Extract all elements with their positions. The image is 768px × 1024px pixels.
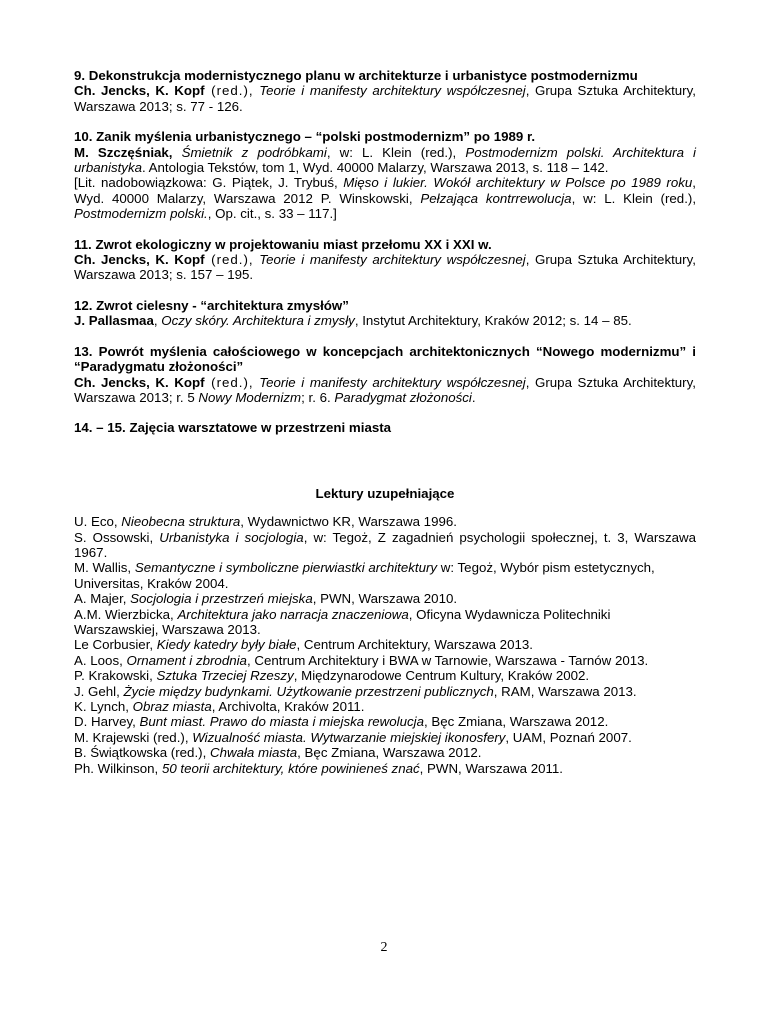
- lit-title: Postmodernizm polski.: [74, 206, 208, 222]
- supplementary-item: [74, 530, 696, 561]
- lit-title: Mięso i lukier. Wokół architektury w Polsce po 1989 roku: [343, 175, 693, 191]
- ref-mid: , w: L. Klein (red.),: [326, 144, 457, 160]
- ref-red: (red.),: [204, 374, 254, 390]
- item-rest: , Międzynarodowe Centrum Kultury, Kraków 2002.: [293, 668, 590, 684]
- section-heading: 11. Zwrot ekologiczny w projektowaniu miast przełomu XX i XXI w.: [74, 236, 492, 252]
- reference: [74, 145, 696, 176]
- item-title: Sztuka Trzeciej Rzeszy: [156, 668, 294, 684]
- section-10: [74, 129, 696, 221]
- ref-rest: , Grupa Sztuka Architektury, Warszawa 2013; s. 77 - 126.: [74, 83, 696, 114]
- item-rest: , UAM, Poznań 2007.: [505, 729, 632, 745]
- supplementary-item: [74, 714, 696, 729]
- item-rest: , PWN, Warszawa 2011.: [419, 760, 563, 776]
- ref-rest: , Instytut Architektury, Kraków 2012; s. 14 – 85.: [354, 313, 632, 329]
- lit-text: , Wyd. 40000 Malarzy, Warszawa 2012 P. Winskowski,: [74, 175, 696, 206]
- item-title: Wizualność miasta. Wytwarzanie miejskiej ikonosfery: [192, 729, 506, 745]
- ref-rest-2: ; r. 6.: [301, 389, 335, 405]
- item-title: Kiedy katedry były białe: [156, 637, 297, 653]
- supplementary-item: [74, 607, 696, 638]
- supplementary-item: [74, 514, 696, 529]
- document-page: [74, 68, 696, 776]
- section-heading: 13. Powrót myślenia całościowego w koncepcjach architektonicznych “Nowego modernizmu” i “Paradygmatu złożoności”: [74, 343, 696, 375]
- page-number: 2: [380, 940, 388, 955]
- item-rest: , PWN, Warszawa 2010.: [312, 591, 458, 607]
- item-rest: , RAM, Warszawa 2013.: [493, 683, 637, 699]
- ref-rest: , Grupa Sztuka Architektury, Warszawa 2013; r. 5: [74, 374, 696, 405]
- item-rest: w: Tegoż, Wybór pism estetycznych, Universitas, Kraków 2004.: [74, 560, 655, 591]
- item-rest: , Wydawnictwo KR, Warszawa 1996.: [240, 514, 457, 530]
- item-rest: , Bęc Zmiana, Warszawa 2012.: [424, 714, 609, 730]
- item-author: A. Loos,: [74, 652, 127, 668]
- ref-author: Ch. Jencks, K. Kopf: [74, 83, 205, 99]
- item-author: Le Corbusier,: [74, 637, 157, 653]
- item-title: Ornament i zbrodnia: [126, 652, 247, 668]
- supplementary-item: [74, 684, 696, 699]
- supplementary-item: [74, 591, 696, 606]
- item-author: A.M. Wierzbicka,: [74, 606, 178, 622]
- ref-rest-3: .: [471, 389, 476, 405]
- ref-title-2: Postmodernizm polski. Architektura i urbanistyka: [74, 144, 697, 176]
- section-14-15: [74, 420, 696, 435]
- item-title: 50 teorii architektury, które powinieneś znać: [161, 760, 420, 776]
- ref-title: Oczy skóry. Architektura i zmysły: [161, 313, 355, 329]
- ref-title: Teorie i manifesty architektury współczesnej: [253, 252, 526, 268]
- optional-literature: [74, 175, 696, 221]
- reference: [74, 252, 696, 283]
- item-title: Bunt miast. Prawo do miasta i miejska rewolucja: [139, 714, 425, 730]
- section-12: [74, 298, 696, 329]
- section-heading: 9. Dekonstrukcja modernistycznego planu w architekturze i urbanistyce postmodernizmu: [74, 68, 638, 83]
- section-13: [74, 344, 696, 406]
- ref-rest: . Antologia Tekstów, tom 1, Wyd. 40000 Malarzy, Warszawa 2013, s. 118 – 142.: [142, 160, 609, 176]
- ref-rest: , Grupa Sztuka Architektury, Warszawa 2013; s. 157 – 195.: [74, 252, 696, 283]
- lit-text: [Lit. nadobowiązkowa: G. Piątek, J. Trybuś,: [74, 175, 344, 191]
- item-author: B. Świątkowska (red.),: [74, 745, 210, 761]
- section-heading: 12. Zwrot cielesny - “architektura zmysłów”: [74, 297, 349, 313]
- item-author: M. Wallis,: [74, 560, 135, 576]
- item-title: Semantyczne i symboliczne pierwiastki architektury: [134, 560, 438, 576]
- reference: [74, 83, 696, 114]
- section-11: [74, 237, 696, 283]
- supplementary-item: [74, 730, 696, 745]
- lit-text: , w: L. Klein (red.),: [571, 190, 697, 206]
- ref-red: (red.),: [204, 83, 254, 99]
- supplementary-list: [74, 514, 696, 776]
- section-9: [74, 68, 696, 114]
- ref-author: M. Szczęśniak,: [74, 144, 173, 160]
- supplementary-item: [74, 560, 696, 591]
- item-author: J. Gehl,: [74, 683, 124, 699]
- item-title: Obraz miasta: [132, 699, 212, 714]
- ref-title-3: Paradygmat złożoności: [334, 389, 472, 405]
- item-rest: , Oficyna Wydawnicza Politechniki Warszawskiej, Warszawa 2013.: [74, 606, 611, 637]
- ref-title: Teorie i manifesty architektury współczesnej: [253, 83, 526, 99]
- ref-author: J. Pallasmaa: [74, 313, 154, 329]
- item-title: Architektura jako narracja znaczeniowa: [177, 606, 409, 622]
- item-title: Życie między budynkami. Użytkowanie przestrzeni publicznych: [123, 683, 494, 699]
- section-heading: 10. Zanik myślenia urbanistycznego – “polski postmodernizm” po 1989 r.: [74, 129, 536, 145]
- supplementary-title: Lektury uzupełniające: [315, 485, 455, 501]
- ref-title-2: Nowy Modernizm: [198, 389, 302, 405]
- supplementary-item: [74, 745, 696, 760]
- item-author: A. Majer,: [74, 591, 131, 607]
- supplementary-item: [74, 653, 696, 668]
- ref-title: Śmietnik z podróbkami: [172, 144, 327, 160]
- ref-red: (red.),: [204, 252, 254, 268]
- supplementary-item: [74, 668, 696, 683]
- item-title: Nieobecna struktura: [121, 514, 241, 530]
- item-rest: , Centrum Architektury, Warszawa 2013.: [296, 637, 533, 653]
- supplementary-item: [74, 699, 696, 714]
- item-author: M. Krajewski (red.),: [74, 729, 193, 745]
- item-rest: , Centrum Architektury i BWA w Tarnowie, Warszawa - Tarnów 2013.: [246, 652, 649, 668]
- item-title: Socjologia i przestrzeń miejska: [130, 591, 313, 607]
- supplementary-item: [74, 761, 696, 776]
- item-rest: , Bęc Zmiana, Warszawa 2012.: [297, 745, 482, 761]
- item-title: Urbanistyka i socjologia: [159, 529, 304, 545]
- lit-title: Pełzająca kontrrewolucja: [420, 190, 572, 206]
- item-rest: , Archivolta, Kraków 2011.: [211, 699, 365, 714]
- reference: [74, 375, 696, 406]
- ref-title: Teorie i manifesty architektury współczesnej: [253, 374, 526, 390]
- ref-author: Ch. Jencks, K. Kopf: [74, 252, 205, 268]
- ref-sep: ,: [153, 313, 162, 329]
- item-author: U. Eco,: [74, 514, 122, 530]
- item-rest: , w: Tegoż, Z zagadnień psychologii społecznej, t. 3, Warszawa 1967.: [74, 529, 696, 560]
- lit-text: , Op. cit., s. 33 – 117.]: [207, 206, 337, 222]
- item-author: S. Ossowski,: [74, 529, 160, 545]
- item-author: D. Harvey,: [74, 714, 140, 730]
- item-author: Ph. Wilkinson,: [74, 760, 162, 776]
- item-title: Chwała miasta: [209, 745, 298, 761]
- supplementary-item: [74, 637, 696, 652]
- ref-author: Ch. Jencks, K. Kopf: [74, 374, 205, 390]
- item-author: K. Lynch,: [74, 699, 133, 714]
- item-author: P. Krakowski,: [74, 668, 157, 684]
- section-heading: 14. – 15. Zajęcia warsztatowe w przestrzeni miasta: [74, 420, 392, 436]
- reference: [74, 313, 696, 328]
